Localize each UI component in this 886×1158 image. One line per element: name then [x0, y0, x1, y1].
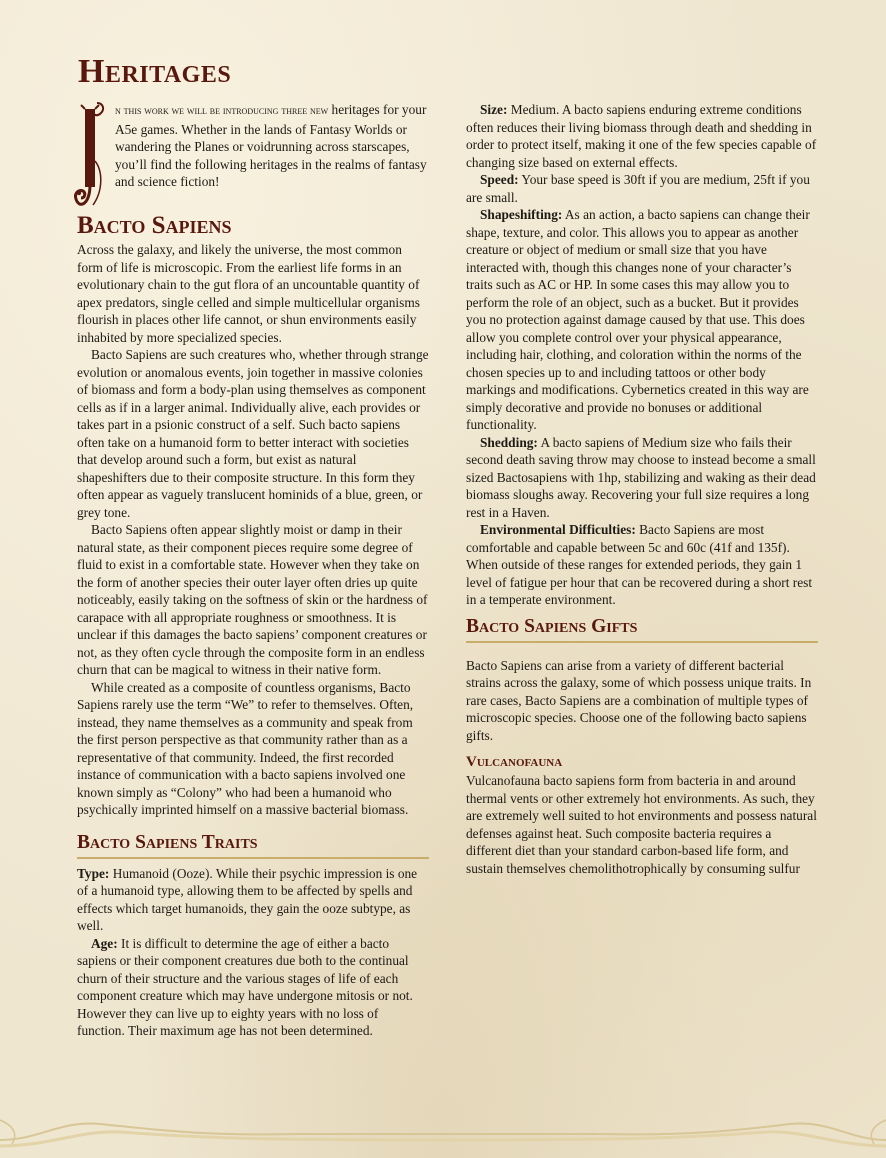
bacto-paragraph: Bacto Sapiens often appear slightly moist or damp in their natural state, as their component pieces require some degree of fluid to exist in a comfortable state. However when they take on the form of another species their outer layer often dries up quite noticeably, easily taking on the softness of skin or the hardness of carapace with all appropriate roughness or smoothness. It is unclear if this damages the bacto sapiens’ component creatures or not, as they often cycle through the composite form in an endless churn that can be magical to witness in their native form. — [77, 522, 428, 677]
bacto-paragraph: Bacto Sapiens are such creatures who, whether through strange evolution or anomalous events, join together in massive colonies of biomass and form a body-plan using themselves as component cells as if in a larger animal. Individually alive, each provides or takes part in a psionic construct of a self. Such bacto sapiens often take on a humanoid form to better interact with societies that develop around such a form, but exist as natural shapeshifters due to their composite structure. In this form they often appear as vaguely translucent hominids of a blue, green, or grey tone. — [77, 347, 429, 520]
trait-shapeshifting — [466, 206, 818, 434]
trait-speed — [466, 171, 818, 206]
vulcanofauna-text: Vulcanofauna bacto sapiens form from bacteria in and around thermal vents or other extremely hot environments. As such, they are extremely well suited to hot environments and possess natural defenses against heat. Such composite bacteria requires a different diet than your standard carbon-based life form, and sustain themselves chemolithotrophically by consuming sulfur — [466, 773, 817, 876]
left-column — [77, 101, 429, 1040]
section-heading-vulcanofauna: Vulcanofauna — [466, 754, 563, 770]
section-heading-bacto-sapiens: Bacto Sapiens — [77, 212, 232, 239]
intro-text: heritages for your A5e games. Whether in the lands of Fantasy Worlds or wandering the Planes or voidrunning across starscapes, you’ll find the following heritages in the realms of fantasy and science fiction! — [115, 102, 427, 189]
section-heading-traits: Bacto Sapiens Traits — [77, 831, 429, 859]
trait-age-text: It is difficult to determine the age of either a bacto sapiens or their component creatures due both to the continual churn of their structure and the various stages of life of each component creature which may have undergone mitosis or not. However they can live up to eighty years with no loss of function. Their maximum age has not been determined. — [77, 935, 413, 1038]
trait-type-label: Type: — [77, 865, 110, 881]
intro-paragraph — [77, 101, 429, 207]
dropcap-i-icon — [73, 101, 107, 213]
trait-size-label: Size: — [480, 102, 508, 117]
trait-shedding — [466, 434, 818, 522]
page-title: Heritages — [78, 53, 232, 90]
right-column — [466, 101, 818, 877]
dropcap-ornament — [73, 101, 107, 211]
trait-shedding-label: Shedding: — [480, 434, 538, 450]
trait-shedding-text: A bacto sapiens of Medium size who fails their second death saving throw may choose to instead become a small sized Bactosapiens with 1hp, stabilizing and waking as their dead biomass sloughs away. Recovering your full size requires a long rest in a Haven. — [466, 434, 816, 520]
trait-age — [77, 935, 429, 1040]
trait-size — [466, 101, 818, 171]
footer-ornament — [0, 1100, 886, 1158]
trait-type — [77, 865, 429, 935]
trait-age-label: Age: — [91, 935, 118, 951]
trait-shapeshifting-text: As an action, a bacto sapiens can change their shape, texture, and color. This allows you to appear as another creature or object of medium or small size that you have interacted with, though this changes none of your character’s traits such as AC or HP. In some cases this may allow you to perform the role of an object, such as a bucket. But it provides you no protection against damage caused by that use. This does allow you complete control over your physical appearance, including hair, clothing, and coloration within the norms of the chosen species up to and including tattoos or other body markings and modifications. Cybernetics created in this way are simply decorative and provide no bonuses or additional functionality. — [466, 207, 810, 432]
trait-type-text: Humanoid (Ooze). While their psychic impression is one of a humanoid type, allowing them to be affected by spells and effects which target humanoids, they gain the ooze subtype, as well. — [77, 865, 418, 933]
intro-lead: n this work we will be introducing three new — [115, 105, 329, 117]
gifts-text: Bacto Sapiens can arise from a variety of different bacterial strains across the galaxy, some of which possess unique traits. In rare cases, Bacto Sapiens are a combination of multiple types of microscopic species. Choose one of the following bacto sapiens gifts. — [466, 657, 812, 743]
section-heading-gifts: Bacto Sapiens Gifts — [466, 615, 818, 643]
bacto-paragraph: While created as a composite of countless organisms, Bacto Sapiens rarely use the term “We” to refer to themselves. Often, instead, they name themselves as a community and speak from the first person perspective as that community rather than as a representative of that community. Indeed, the first recorded instance of communication with a bacto sapiens involved one known simply as “Colony” who had been a humanoid who psychically imprinted himself on a massive bacterial biomass. — [77, 679, 414, 817]
trait-speed-label: Speed: — [480, 172, 519, 187]
trait-shapeshifting-label: Shapeshifting: — [480, 207, 563, 222]
trait-size-text: Medium. A bacto sapiens enduring extreme conditions often reduces their living biomass through death and shedding in order to protect itself, making it one of the few species capable of changing size based on external effects. — [466, 102, 817, 170]
trait-environment-label: Environmental Difficulties: — [480, 522, 636, 537]
trait-environment-text: Bacto Sapiens are most comfortable and capable between 5c and 60c (41f and 135f). When outside of these ranges for extended periods, they gain 1 level of fatigue per hour that can be recovered during a short rest in a temperate environment. — [466, 522, 813, 607]
trait-environment — [466, 521, 818, 609]
trait-speed-text: Your base speed is 30ft if you are medium, 25ft if you are small. — [466, 172, 810, 205]
bacto-paragraph: Across the galaxy, and likely the universe, the most common form of life is microscopic. From the earliest life forms in an evolutionary chain to the gut flora of an uncountable quantity of apex predators, single celled and simple multicellular organisms flourish in places other life cannot, or shun environments easily inhabited by more specialized species. — [77, 242, 420, 345]
